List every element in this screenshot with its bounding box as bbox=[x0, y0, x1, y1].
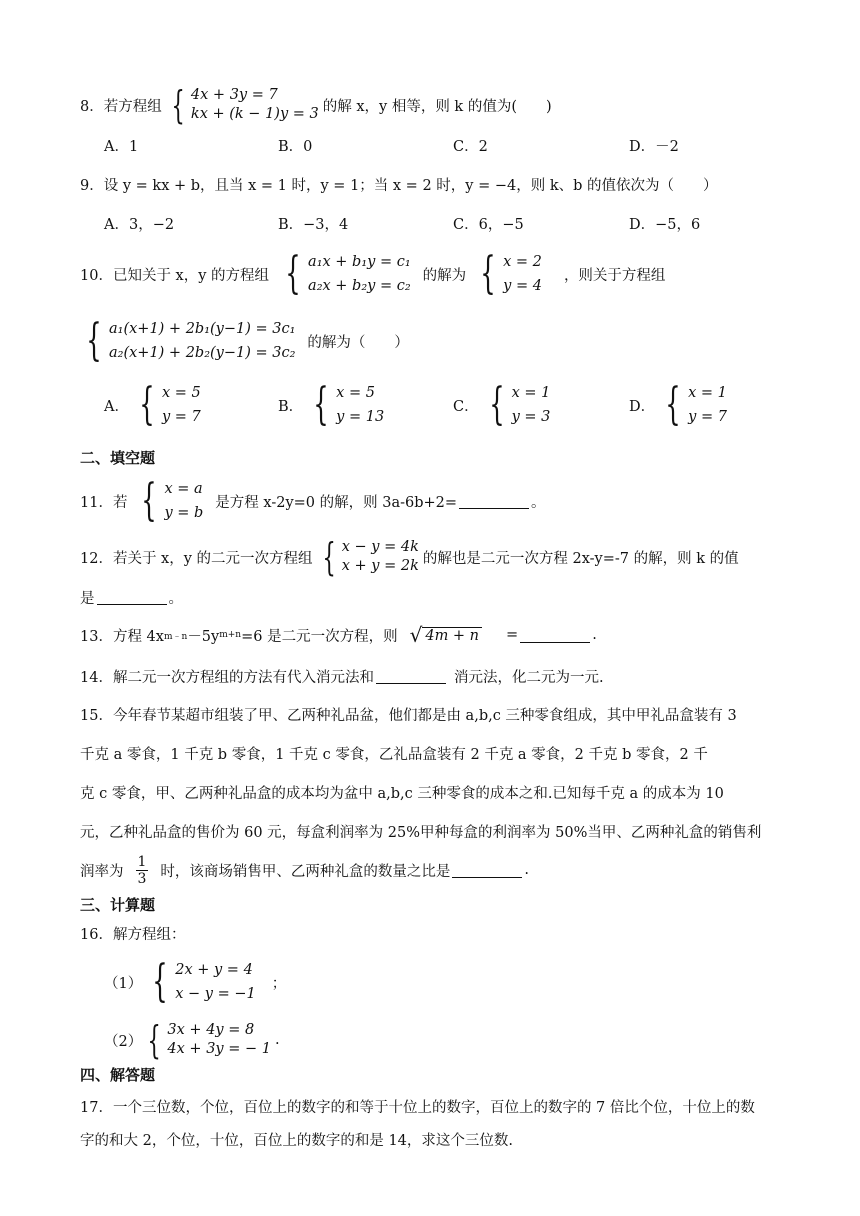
question-number: 14． bbox=[80, 669, 113, 686]
question-text: 若关于 x，y 的二元一次方程组 bbox=[112, 550, 313, 567]
brace-icon: { bbox=[86, 315, 102, 366]
option-b: B．0 bbox=[278, 139, 313, 155]
brace-icon: { bbox=[313, 379, 329, 430]
option-a: A．1 bbox=[104, 139, 139, 155]
question-number: 15． bbox=[80, 707, 113, 724]
question-16-part1 bbox=[104, 955, 286, 1009]
question-number: 9． bbox=[80, 177, 104, 194]
equation: y = 4 bbox=[503, 278, 542, 294]
answer-blank[interactable] bbox=[520, 628, 590, 643]
question-text: 解二元一次方程组的方法有代入消元法和 bbox=[112, 669, 374, 686]
equation: x − y = 4k bbox=[341, 539, 419, 555]
question-10 bbox=[80, 247, 665, 301]
question-number: 10． bbox=[80, 267, 113, 284]
part-label: （1） bbox=[104, 975, 143, 992]
question-number: 16． bbox=[80, 926, 113, 943]
question-text: 的解 x，y 相等，则 k 的值为( ) bbox=[322, 98, 552, 115]
option-c: C．6，−5 bbox=[453, 217, 524, 233]
question-17-line2 bbox=[80, 1127, 513, 1151]
question-text: . bbox=[524, 862, 530, 878]
brace-icon: { bbox=[141, 475, 158, 526]
equation-system bbox=[166, 83, 319, 127]
section-heading: 四、解答题 bbox=[80, 1066, 156, 1084]
option-a: A．3，−2 bbox=[104, 217, 175, 233]
question-text: 千克 a 零食，1 千克 b 零食，1 千克 c 零食，乙礼品盒装有 2 千克 a 零食，2 千克 b 零食，2 千 bbox=[80, 746, 708, 763]
equation: y = 7 bbox=[161, 409, 201, 425]
question-text: 。 bbox=[168, 590, 183, 607]
equation: x = 1 bbox=[511, 385, 551, 401]
numerator: 1 bbox=[137, 853, 147, 870]
answer-blank[interactable] bbox=[452, 863, 522, 878]
equation: 2x + y = 4 bbox=[175, 962, 253, 978]
question-15-line3 bbox=[80, 778, 724, 806]
equation-system bbox=[279, 250, 411, 298]
question-text: 是 bbox=[80, 590, 95, 607]
equation: x = 1 bbox=[688, 385, 727, 401]
option-d: D．−5，6 bbox=[629, 217, 701, 233]
option-label: A． bbox=[104, 398, 129, 415]
equation: y = 3 bbox=[511, 409, 551, 425]
equation-system bbox=[142, 1018, 271, 1062]
question-15-line1 bbox=[80, 700, 737, 728]
equation: 3x + 4y = 8 bbox=[167, 1022, 255, 1038]
answer-blank[interactable] bbox=[459, 494, 529, 509]
brace-icon: { bbox=[321, 535, 336, 579]
part-label: （2） bbox=[104, 1033, 143, 1050]
radical-icon: √ bbox=[409, 623, 423, 647]
question-17-line1 bbox=[80, 1094, 755, 1118]
equation: a₁x + b₁y = c₁ bbox=[308, 254, 411, 270]
equation: 4x + 3y = 7 bbox=[190, 87, 278, 103]
question-text: 润率为 bbox=[80, 863, 124, 880]
equation: x = a bbox=[164, 481, 203, 497]
denominator: 3 bbox=[137, 870, 147, 887]
question-15-line5 bbox=[80, 850, 529, 890]
question-11 bbox=[80, 474, 546, 528]
question-9 bbox=[80, 172, 718, 196]
equation-system bbox=[317, 535, 419, 579]
question-text: 今年春节某超市组装了甲、乙两种礼品盆，他们都是由 a,b,c 三种零食组成，其中甲礼品盒装有 3 bbox=[112, 707, 737, 724]
question-text: ，则关于方程组 bbox=[563, 267, 666, 284]
question-text: 设 y = kx + b，且当 x = 1 时，y = 1；当 x = 2 时，y = −4，则 k、b 的值依次为（ ） bbox=[103, 177, 718, 194]
question-text: 消元法，化二元为一元. bbox=[453, 669, 604, 686]
option-b: B．−3，4 bbox=[278, 217, 349, 233]
brace-icon: { bbox=[139, 379, 155, 430]
question-text: 时，该商场销售甲、乙两种礼盒的数量之比是 bbox=[160, 863, 451, 880]
question-text: 元，乙种礼品盒的售价为 60 元，每盒利润率为 25%甲种每盒的利润率为 50%当甲、乙两种礼盒的销售利 bbox=[80, 824, 762, 841]
exponent: m+n bbox=[219, 630, 242, 640]
answer-blank[interactable] bbox=[376, 669, 446, 684]
question-text: = bbox=[506, 627, 519, 643]
option-c: C．2 bbox=[453, 139, 488, 155]
question-15-line4 bbox=[80, 817, 761, 845]
option-label: B． bbox=[278, 398, 304, 415]
question-number: 8． bbox=[80, 98, 104, 115]
question-text: 若方程组 bbox=[103, 98, 162, 115]
question-number: 13． bbox=[80, 628, 113, 645]
brace-icon: { bbox=[285, 248, 301, 299]
equation: y = b bbox=[164, 505, 204, 521]
question-16 bbox=[80, 922, 185, 944]
question-text: －5y bbox=[187, 628, 220, 645]
fraction bbox=[136, 854, 149, 887]
question-text: ； bbox=[271, 975, 287, 992]
section-heading: 三、计算题 bbox=[80, 896, 156, 914]
equation-system bbox=[80, 317, 295, 365]
question-text: 的解为 bbox=[422, 267, 467, 284]
question-16-part2 bbox=[104, 1018, 280, 1062]
equation: x − y = −1 bbox=[175, 986, 256, 1002]
question-10-system bbox=[80, 314, 409, 368]
equation: x + y = 2k bbox=[341, 558, 419, 574]
equation: x = 5 bbox=[161, 385, 201, 401]
brace-icon: { bbox=[488, 379, 505, 430]
square-root bbox=[410, 623, 482, 647]
question-12 bbox=[80, 535, 739, 579]
question-text: . bbox=[592, 627, 597, 643]
question-text: 已知关于 x，y 的方程组 bbox=[112, 267, 270, 284]
solution-system bbox=[474, 250, 542, 298]
question-text: 解方程组： bbox=[112, 926, 186, 943]
question-12-line2 bbox=[80, 586, 183, 608]
equation: a₂(x+1) + 2b₂(y−1) = 3c₂ bbox=[109, 345, 296, 361]
question-15-line2 bbox=[80, 739, 708, 767]
question-text: . bbox=[274, 1032, 280, 1048]
radicand: 4m + n bbox=[422, 627, 482, 644]
question-text: 的解为（ ） bbox=[307, 334, 409, 351]
question-text: =6 是二元一次方程，则 bbox=[241, 628, 398, 645]
question-8 bbox=[80, 80, 552, 130]
question-14 bbox=[80, 664, 604, 688]
option-label: D． bbox=[629, 398, 656, 415]
option-a bbox=[104, 381, 205, 429]
equation-system bbox=[146, 958, 255, 1006]
question-number: 12． bbox=[80, 550, 113, 567]
question-text: 字的和大 2，个位，十位，百位上的数字的和是 14，求这个三位数. bbox=[80, 1132, 514, 1149]
question-text: 若 bbox=[112, 494, 128, 511]
option-d: D．－2 bbox=[629, 139, 679, 155]
option-b bbox=[278, 381, 388, 429]
answer-blank[interactable] bbox=[97, 590, 167, 605]
equation: x = 5 bbox=[336, 385, 375, 401]
question-text: 克 c 零食，甲、乙两种礼品盒的成本均为盆中 a,b,c 三种零食的成本之和.已知每千克 a 的成本为 10 bbox=[80, 785, 724, 802]
exponent: m﹣n bbox=[163, 631, 188, 642]
option-label: C． bbox=[453, 398, 479, 415]
equation: y = 7 bbox=[688, 409, 727, 425]
question-text: 一个三位数，个位，百位上的数字的和等于十位上的数字，百位上的数字的 7 倍比个位，十位上的数 bbox=[112, 1099, 755, 1116]
question-text: 方程 4x bbox=[112, 628, 164, 645]
question-text: 是方程 x-2y=0 的解，则 3a-6b+2= bbox=[215, 494, 458, 511]
brace-icon: { bbox=[171, 83, 185, 127]
brace-icon: { bbox=[665, 379, 681, 430]
equation: a₁(x+1) + 2b₁(y−1) = 3c₁ bbox=[109, 321, 296, 337]
equation: kx + (k − 1)y = 3 bbox=[190, 106, 319, 122]
equation: a₂x + b₂y = c₂ bbox=[308, 278, 411, 294]
brace-icon: { bbox=[480, 248, 496, 299]
question-number: 11． bbox=[80, 494, 113, 511]
question-number: 17． bbox=[80, 1099, 113, 1116]
equation: x = 2 bbox=[503, 254, 542, 270]
question-text: 的解也是二元一次方程 2x-y=-7 的解，则 k 的值 bbox=[422, 550, 739, 567]
brace-icon: { bbox=[147, 1018, 161, 1062]
equation: 4x + 3y = − 1 bbox=[167, 1041, 271, 1057]
equation: y = 13 bbox=[336, 409, 385, 425]
question-text: 。 bbox=[531, 494, 546, 511]
equation-system bbox=[135, 477, 203, 525]
option-c bbox=[453, 381, 554, 429]
option-d bbox=[629, 381, 731, 429]
brace-icon: { bbox=[152, 956, 168, 1007]
section-heading: 二、填空题 bbox=[80, 449, 156, 467]
question-13 bbox=[80, 620, 597, 650]
